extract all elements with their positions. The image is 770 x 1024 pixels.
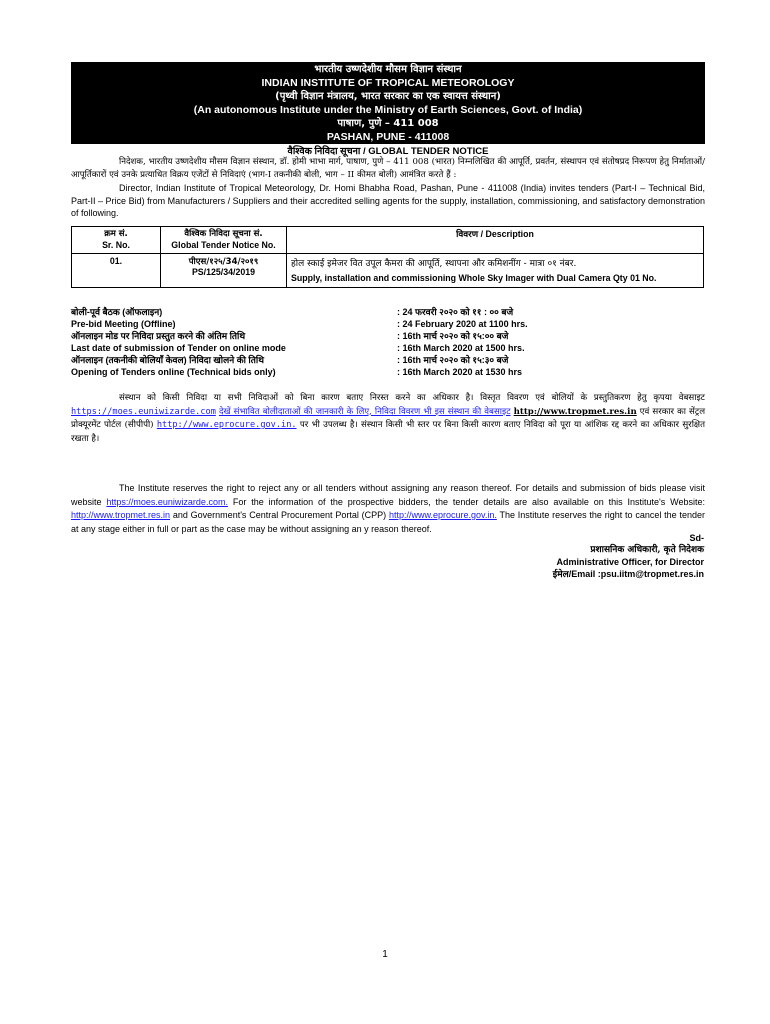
header-notice-no	[161, 227, 287, 254]
header-english-address: PASHAN, PUNE - 411008	[326, 130, 450, 143]
schedule-row	[71, 366, 705, 378]
schedule-label: बोली-पूर्व बैठक (ऑफलाइन)	[71, 307, 163, 317]
header-hindi-title: भारतीय उष्णदेशीय मौसम विज्ञान संस्थान	[314, 64, 462, 75]
schedule-label: ऑनलाइन (तकनीकी बोलियाँ केवल) निविदा खोलने की तिथि	[71, 355, 264, 365]
english-note-part2: For the information of the prospective bidders, the tender details are also available on this Institute's Website:	[232, 496, 705, 507]
hindi-note-part1: संस्थान को किसी निविदा या सभी निविदाओं को बिना कारण बताए निरस्त करने का अधिकार है। विस्तृत विवरण एवं बोलियों के प्रस्तुतिकरण हेतु कृपया वेबसाइट	[119, 393, 705, 403]
header-english-subtitle: (An autonomous Institute under the Ministry of Earth Sciences, Govt. of India)	[193, 103, 583, 116]
row-desc-hi: होल स्काई इमेजर वित उपूल कैमरा की आपूर्ति, स्थापना और कमिशनींग - मात्रा ०१ नंबर.	[291, 259, 577, 269]
header-notice-hi: वैश्विक निविदा सूचना सं.	[184, 229, 263, 239]
header-notice-en: Global Tender Notice No.	[171, 240, 276, 250]
hindi-note-part4: पर भी उपलब्ध है। संस्थान किसी भी स्तर पर बिना किसी कारण बताए निविदा को पूरा या आंशिक रद्द करने का अधिकार सुरक्षित रखता है।	[71, 420, 705, 444]
header-english-title: INDIAN INSTITUTE OF TROPICAL METEOROLOGY	[261, 76, 515, 89]
schedule-label: Opening of Tenders online (Technical bids only)	[71, 367, 276, 377]
schedule-value: : 16th March 2020 at 1530 hrs	[397, 367, 523, 377]
signature-email: ईमेल/Email :psu.iitm@tropmet.res.in	[552, 569, 704, 579]
eprocure-link[interactable]: http://www.eprocure.gov.in.	[156, 420, 297, 430]
euniwizarde-link-en[interactable]: https://moes.euniwizarde.com.	[106, 496, 228, 507]
schedule-label: Last date of submission of Tender on online mode	[71, 343, 286, 353]
row-description	[287, 254, 704, 288]
english-note-part3: and Government's Central Procurement Portal (CPP)	[172, 510, 387, 520]
signature-block	[553, 532, 704, 580]
schedule-value: : 16th March 2020 at 1500 hrs.	[397, 343, 525, 353]
hindi-note	[71, 392, 705, 446]
institute-header	[71, 62, 705, 144]
table-row	[72, 254, 704, 288]
table-header-row	[72, 227, 704, 254]
english-note-part1: The Institute reserves the right to reject any or all tenders without assigning any reason thereof. For details and submission of bids please visit website	[71, 483, 705, 507]
schedule-row	[71, 342, 705, 354]
header-sr-no	[72, 227, 161, 254]
signature-english: Administrative Officer, for Director	[556, 557, 704, 567]
schedule-value: : 16th मार्च २०२० को १५:३० बजे	[397, 355, 509, 365]
schedule-row	[71, 306, 705, 318]
schedule-value: : 16th मार्च २०२० को १५:०० बजे	[397, 331, 509, 341]
row-notice-hi: पीएस/१२५/34/२०१९	[188, 257, 259, 267]
tropmet-link[interactable]: http://www.tropmet.res.in	[513, 406, 637, 417]
schedule-row	[71, 318, 705, 330]
page-number: 1	[382, 949, 388, 960]
euniwizarde-link[interactable]: https://moes.euniwizarde.com	[71, 406, 216, 417]
english-note-part4: The Institute reserves the right to cancel the tender at any stage either in full or part as the case may be without assigning an y reason thereof.	[71, 510, 705, 534]
row-sr: 01.	[72, 254, 161, 288]
intro-hindi-text: निदेशक, भारतीय उष्णदेशीय मौसम विज्ञान संस्थान, डॉ. होमी भाभा मार्ग, पाषाण, पुणे – 411 008 (भारत) निम्नलिखित की आपूर्ति, प्रवर्तन, संस्थापन एवं संतोषप्रद निरूपण हेतु निर्माताओं/आपूर्तिकारों एवं उनके प्रत्याधित विक्रय एजेंटों से निविदाएं (भाग-I तकनीकी बोली, भाग – II कीमत बोली) आमंत्रित करते हैं :	[71, 157, 705, 180]
schedule-value: : 24 फरवरी २०२० को ११ : ०० बजे	[397, 307, 514, 317]
header-hindi-subtitle: (पृथ्वी विज्ञान मंत्रालय, भारत सरकार का एक स्वायत्त संस्थान)	[275, 91, 501, 102]
tender-table	[71, 226, 704, 288]
header-sr-en: Sr. No.	[102, 240, 130, 250]
signature-sd: Sd-	[689, 533, 704, 543]
signature-hindi: प्रशासनिक अधिकारी, कृते निदेशक	[590, 545, 704, 555]
english-note	[71, 482, 705, 536]
row-desc-en: Supply, installation and commissioning Whole Sky Imager with Dual Camera Qty 01 No.	[291, 273, 657, 283]
schedule-value: : 24 February 2020 at 1100 hrs.	[397, 319, 528, 329]
hindi-note-part3: एवं सरकार का सेंट्रल प्रोक्यूरमेंट पोर्टल (सीपीपी)	[71, 406, 706, 430]
hindi-note-part2: देखें संभावित बोलीदाताओं की जानकारी के लिए, निविदा विवरण भी इस संस्थान की वेबसाइट	[218, 406, 511, 417]
intro-english-text: Director, Indian Institute of Tropical Meteorology, Dr. Homi Bhabha Road, Pashan, Pune - 411008 (India) invites tenders (Part-I – Technical Bid, Part-II – Price Bid) from Manufacturers / Suppliers and their accredited selling agents for the supply, installation, commissioning, and satisfactory demonstration of following.	[71, 183, 705, 218]
row-notice-en: PS/125/34/2019	[191, 267, 256, 277]
schedule-label: Pre-bid Meeting (Offline)	[71, 319, 176, 329]
row-notice-no	[161, 254, 287, 288]
notice-title: वैश्विक निविदा सूचना / GLOBAL TENDER NOTICE	[287, 146, 489, 157]
tropmet-link-en[interactable]: http://www.tropmet.res.in	[71, 510, 171, 520]
header-sr-hi: क्रम सं.	[104, 229, 128, 239]
schedule-label: ऑनलाइन मोड पर निविदा प्रस्तुत करने की अंतिम तिथि	[71, 331, 246, 341]
intro-english	[71, 182, 705, 220]
eprocure-link-en[interactable]: http://www.eprocure.gov.in.	[388, 510, 497, 520]
schedule-row	[71, 330, 705, 342]
intro-hindi	[71, 156, 705, 181]
header-hindi-address: पाषाण, पुणे – 411 008	[337, 118, 439, 129]
schedule-row	[71, 354, 705, 366]
header-description: विवरण / Description	[287, 227, 704, 254]
schedule	[71, 306, 705, 378]
